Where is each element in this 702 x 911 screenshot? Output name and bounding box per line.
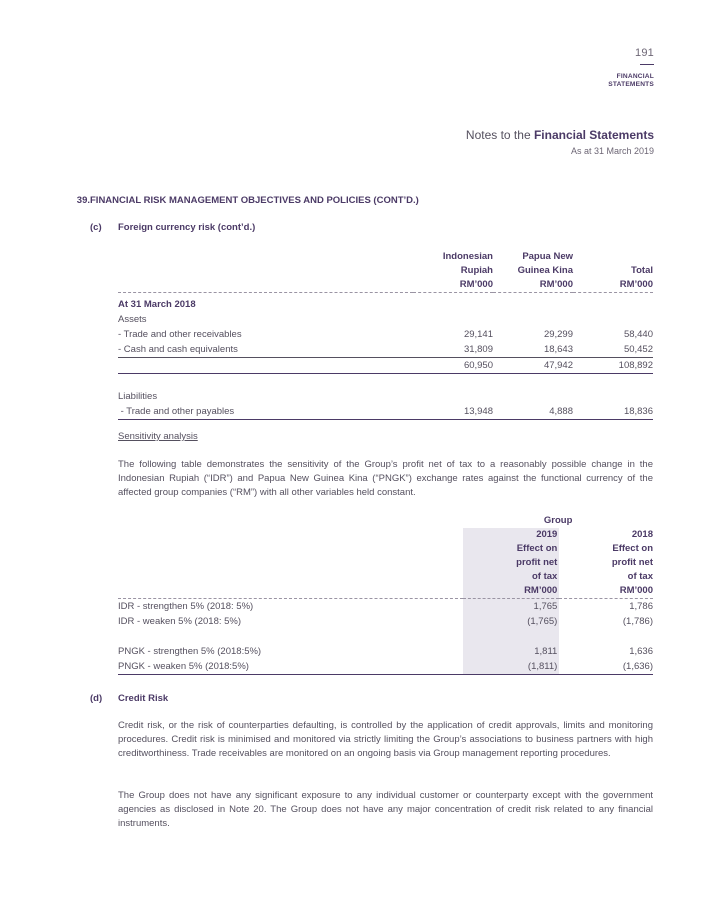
- header-total-line2: Total: [631, 265, 653, 276]
- cell-total: 58,440: [623, 329, 653, 340]
- header-2018-line2: profit net: [611, 557, 653, 568]
- note-title: FINANCIAL RISK MANAGEMENT OBJECTIVES AND POLICIES (CONT’D.): [90, 195, 419, 206]
- table-row: [118, 644, 653, 659]
- section-c-heading: [90, 222, 255, 233]
- header-2019: [463, 528, 559, 599]
- liabilities-label: Liabilities: [118, 391, 158, 402]
- period-row: [118, 293, 653, 313]
- section-label-line2: STATEMENTS: [608, 81, 654, 88]
- page-title-prefix: Notes to the: [465, 128, 534, 142]
- section-c-title: Foreign currency risk (cont’d.): [118, 222, 256, 233]
- header-pngk-line1: Papua New: [522, 251, 573, 262]
- cell-pngk: 29,299: [543, 329, 573, 340]
- section-d-title: Credit Risk: [118, 693, 169, 704]
- header-idr: [413, 250, 493, 293]
- header-idr-line2: Rupiah: [460, 265, 493, 276]
- fx-header-row: [118, 250, 653, 293]
- row-label: PNGK - weaken 5% (2018:5%): [118, 659, 463, 675]
- header-idr-line1: Indonesian: [442, 251, 493, 262]
- liabilities-label-row: [118, 389, 653, 404]
- header-total: [573, 250, 653, 293]
- header-pngk-unit: RM’000: [539, 279, 573, 290]
- header-2018-line3: of tax: [627, 571, 653, 582]
- sens-header-row: [118, 528, 653, 599]
- section-c-letter: (c): [90, 222, 102, 233]
- total-idr: 60,950: [413, 358, 493, 374]
- header-2019-line3: of tax: [531, 571, 558, 582]
- table-row: [118, 599, 653, 615]
- cell-pngk: 4,888: [493, 404, 573, 420]
- row-label: - Trade and other payables: [118, 404, 413, 420]
- total-total: 108,892: [573, 358, 653, 374]
- page-title-bold: Financial Statements: [533, 128, 654, 142]
- header-2019-unit: RM’000: [524, 585, 558, 596]
- period-label: At 31 March 2018: [118, 293, 413, 313]
- group-label: Group: [543, 515, 573, 526]
- row-label: IDR - strengthen 5% (2018: 5%): [118, 599, 463, 615]
- cell-2018: (1,636): [559, 659, 653, 675]
- page-number-divider: [640, 64, 654, 65]
- cell-2018: (1,786): [622, 616, 653, 627]
- assets-total-row: [118, 358, 653, 374]
- group-header-row: [118, 514, 653, 528]
- header-2019-line2: profit net: [516, 557, 558, 568]
- row-label: - Cash and cash equivalents: [118, 342, 413, 358]
- header-pngk-line2: Guinea Kina: [517, 265, 573, 276]
- section-label: [608, 73, 654, 89]
- credit-risk-paragraph-1: Credit risk, or the risk of counterparties defaulting, is controlled by the application of credit approvals, limits and monitoring procedures. Credit risk is minimised and monitored via strictly limiting the Group’s associations to business partners with high creditworthiness. Trade receivables are monitored on an ongoing basis via Group management reporting procedures.: [118, 720, 653, 759]
- sensitivity-table: [118, 514, 653, 675]
- section-label-line1: FINANCIAL: [616, 73, 654, 80]
- as-at-date: As at 31 March 2019: [570, 146, 654, 156]
- table-row: [118, 614, 653, 629]
- cell-idr: 31,809: [413, 342, 493, 358]
- assets-label-row: [118, 312, 653, 327]
- cell-2019: 1,811: [463, 644, 559, 659]
- table-row: [118, 659, 653, 675]
- cell-idr: 29,141: [463, 329, 493, 340]
- cell-pngk: 18,643: [493, 342, 573, 358]
- header-total-unit: RM’000: [619, 279, 653, 290]
- table-row: [118, 404, 653, 420]
- cell-2019: (1,811): [463, 659, 559, 675]
- table-row: [118, 342, 653, 358]
- fx-exposure-table: [118, 250, 653, 420]
- table-row: [118, 327, 653, 342]
- cell-2018: 1,786: [559, 599, 653, 615]
- total-pngk: 47,942: [493, 358, 573, 374]
- sensitivity-intro: The following table demonstrates the sensitivity of the Group’s profit net of tax to a reasonably possible change in the Indonesian Rupiah (“IDR”) and Papua New Guinea Kina (“PNGK”) exchange rates against the functional currency of the affected group companies (“RM”) with all other variables held constant.: [118, 459, 653, 498]
- page-number: 191: [635, 47, 654, 59]
- header-2018-unit: RM’000: [619, 585, 653, 596]
- section-d-letter: (d): [90, 693, 103, 704]
- note-heading: [62, 195, 419, 206]
- cell-2018: 1,636: [629, 646, 653, 657]
- section-d-heading: [90, 693, 168, 704]
- header-2019-line1: Effect on: [516, 543, 558, 554]
- header-idr-unit: RM’000: [459, 279, 493, 290]
- cell-idr: 13,948: [413, 404, 493, 420]
- header-pngk: [493, 250, 573, 293]
- note-number: 39.: [76, 195, 90, 206]
- header-2018-line1: Effect on: [612, 543, 653, 554]
- row-label: PNGK - strengthen 5% (2018:5%): [118, 646, 262, 657]
- cell-2019: 1,765: [463, 599, 559, 615]
- page-title: [466, 128, 654, 142]
- cell-total: 18,836: [573, 404, 653, 420]
- cell-total: 50,452: [573, 342, 653, 358]
- credit-risk-paragraph-2: The Group does not have any significant exposure to any individual customer or counterparty except with the government agencies as disclosed in Note 20. The Group does not have any major concentration of credit risk related to any financial instruments.: [118, 790, 653, 829]
- header-2019-year: 2019: [536, 529, 558, 540]
- header-2018-year: 2018: [631, 529, 653, 540]
- assets-label: Assets: [118, 314, 147, 325]
- sensitivity-heading: Sensitivity analysis: [118, 431, 198, 442]
- row-label: IDR - weaken 5% (2018: 5%): [118, 616, 242, 627]
- cell-2019: (1,765): [463, 614, 559, 629]
- row-label: - Trade and other receivables: [118, 329, 242, 340]
- header-2018: [559, 528, 653, 599]
